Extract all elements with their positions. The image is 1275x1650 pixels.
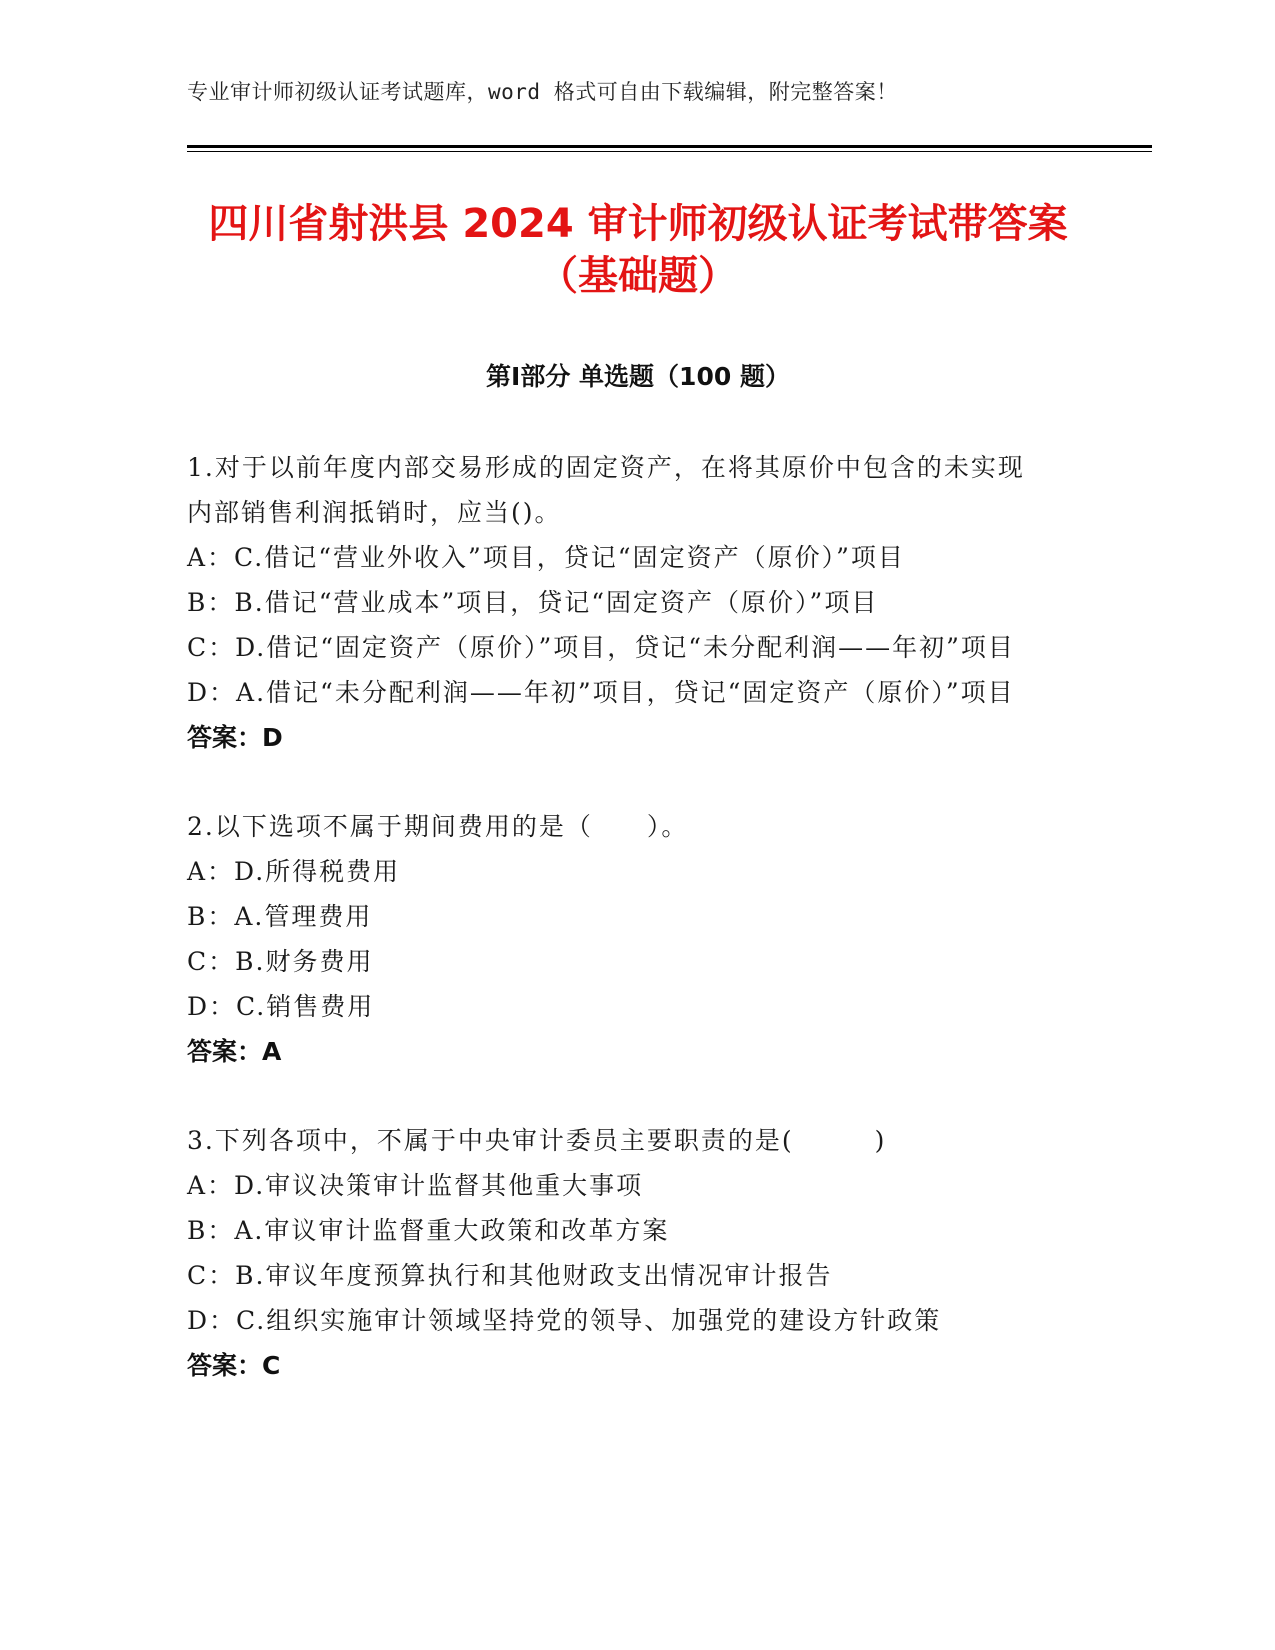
- question-1: [187, 445, 1087, 760]
- header-note: 专业审计师初级认证考试题库，word 格式可自由下载编辑，附完整答案！: [187, 80, 898, 104]
- option-a: A：D.所得税费用: [187, 857, 401, 886]
- question-stem: 2.以下选项不属于期间费用的是（ ）。: [187, 812, 689, 841]
- option-b: B：A.管理费用: [187, 902, 373, 931]
- option-b: B：A.审议审计监督重大政策和改革方案: [187, 1216, 670, 1245]
- question-list: [187, 445, 1087, 1432]
- option-d: D：C.组织实施审计领域坚持党的领导、加强党的建设方针政策: [187, 1306, 942, 1335]
- option-b: B：B.借记“营业成本”项目，贷记“固定资产（原价）”项目: [187, 588, 879, 617]
- question-2: [187, 804, 1087, 1074]
- answer-line: 答案：A: [187, 1037, 282, 1066]
- answer-line: 答案：C: [187, 1351, 281, 1380]
- option-c: C：D.借记“固定资产（原价）”项目，贷记“未分配利润——年初”项目: [187, 633, 1015, 662]
- section-heading: 第Ⅰ部分 单选题（100 题）: [486, 362, 790, 391]
- option-d: D：A.借记“未分配利润——年初”项目，贷记“固定资产（原价）”项目: [187, 678, 1015, 707]
- option-a: A：D.审议决策审计监督其他重大事项: [187, 1171, 644, 1200]
- question-stem: 3.下列各项中，不属于中央审计委员主要职责的是( ): [187, 1126, 887, 1155]
- option-a: A：C.借记“营业外收入”项目，贷记“固定资产（原价）”项目: [187, 543, 905, 572]
- question-3: [187, 1118, 1087, 1388]
- option-c: C：B.财务费用: [187, 947, 374, 976]
- option-d: D：C.销售费用: [187, 992, 375, 1021]
- option-c: C：B.审议年度预算执行和其他财政支出情况审计报告: [187, 1261, 833, 1290]
- document-title: 四川省射洪县 2024 审计师初级认证考试带答案（基础题）: [208, 201, 1068, 299]
- header-divider-thick: [187, 145, 1152, 148]
- header-divider-thin: [187, 151, 1152, 152]
- answer-line: 答案：D: [187, 723, 283, 752]
- question-stem: 1.对于以前年度内部交易形成的固定资产，在将其原价中包含的未实现内部销售利润抵销时，应当()。: [187, 453, 1025, 527]
